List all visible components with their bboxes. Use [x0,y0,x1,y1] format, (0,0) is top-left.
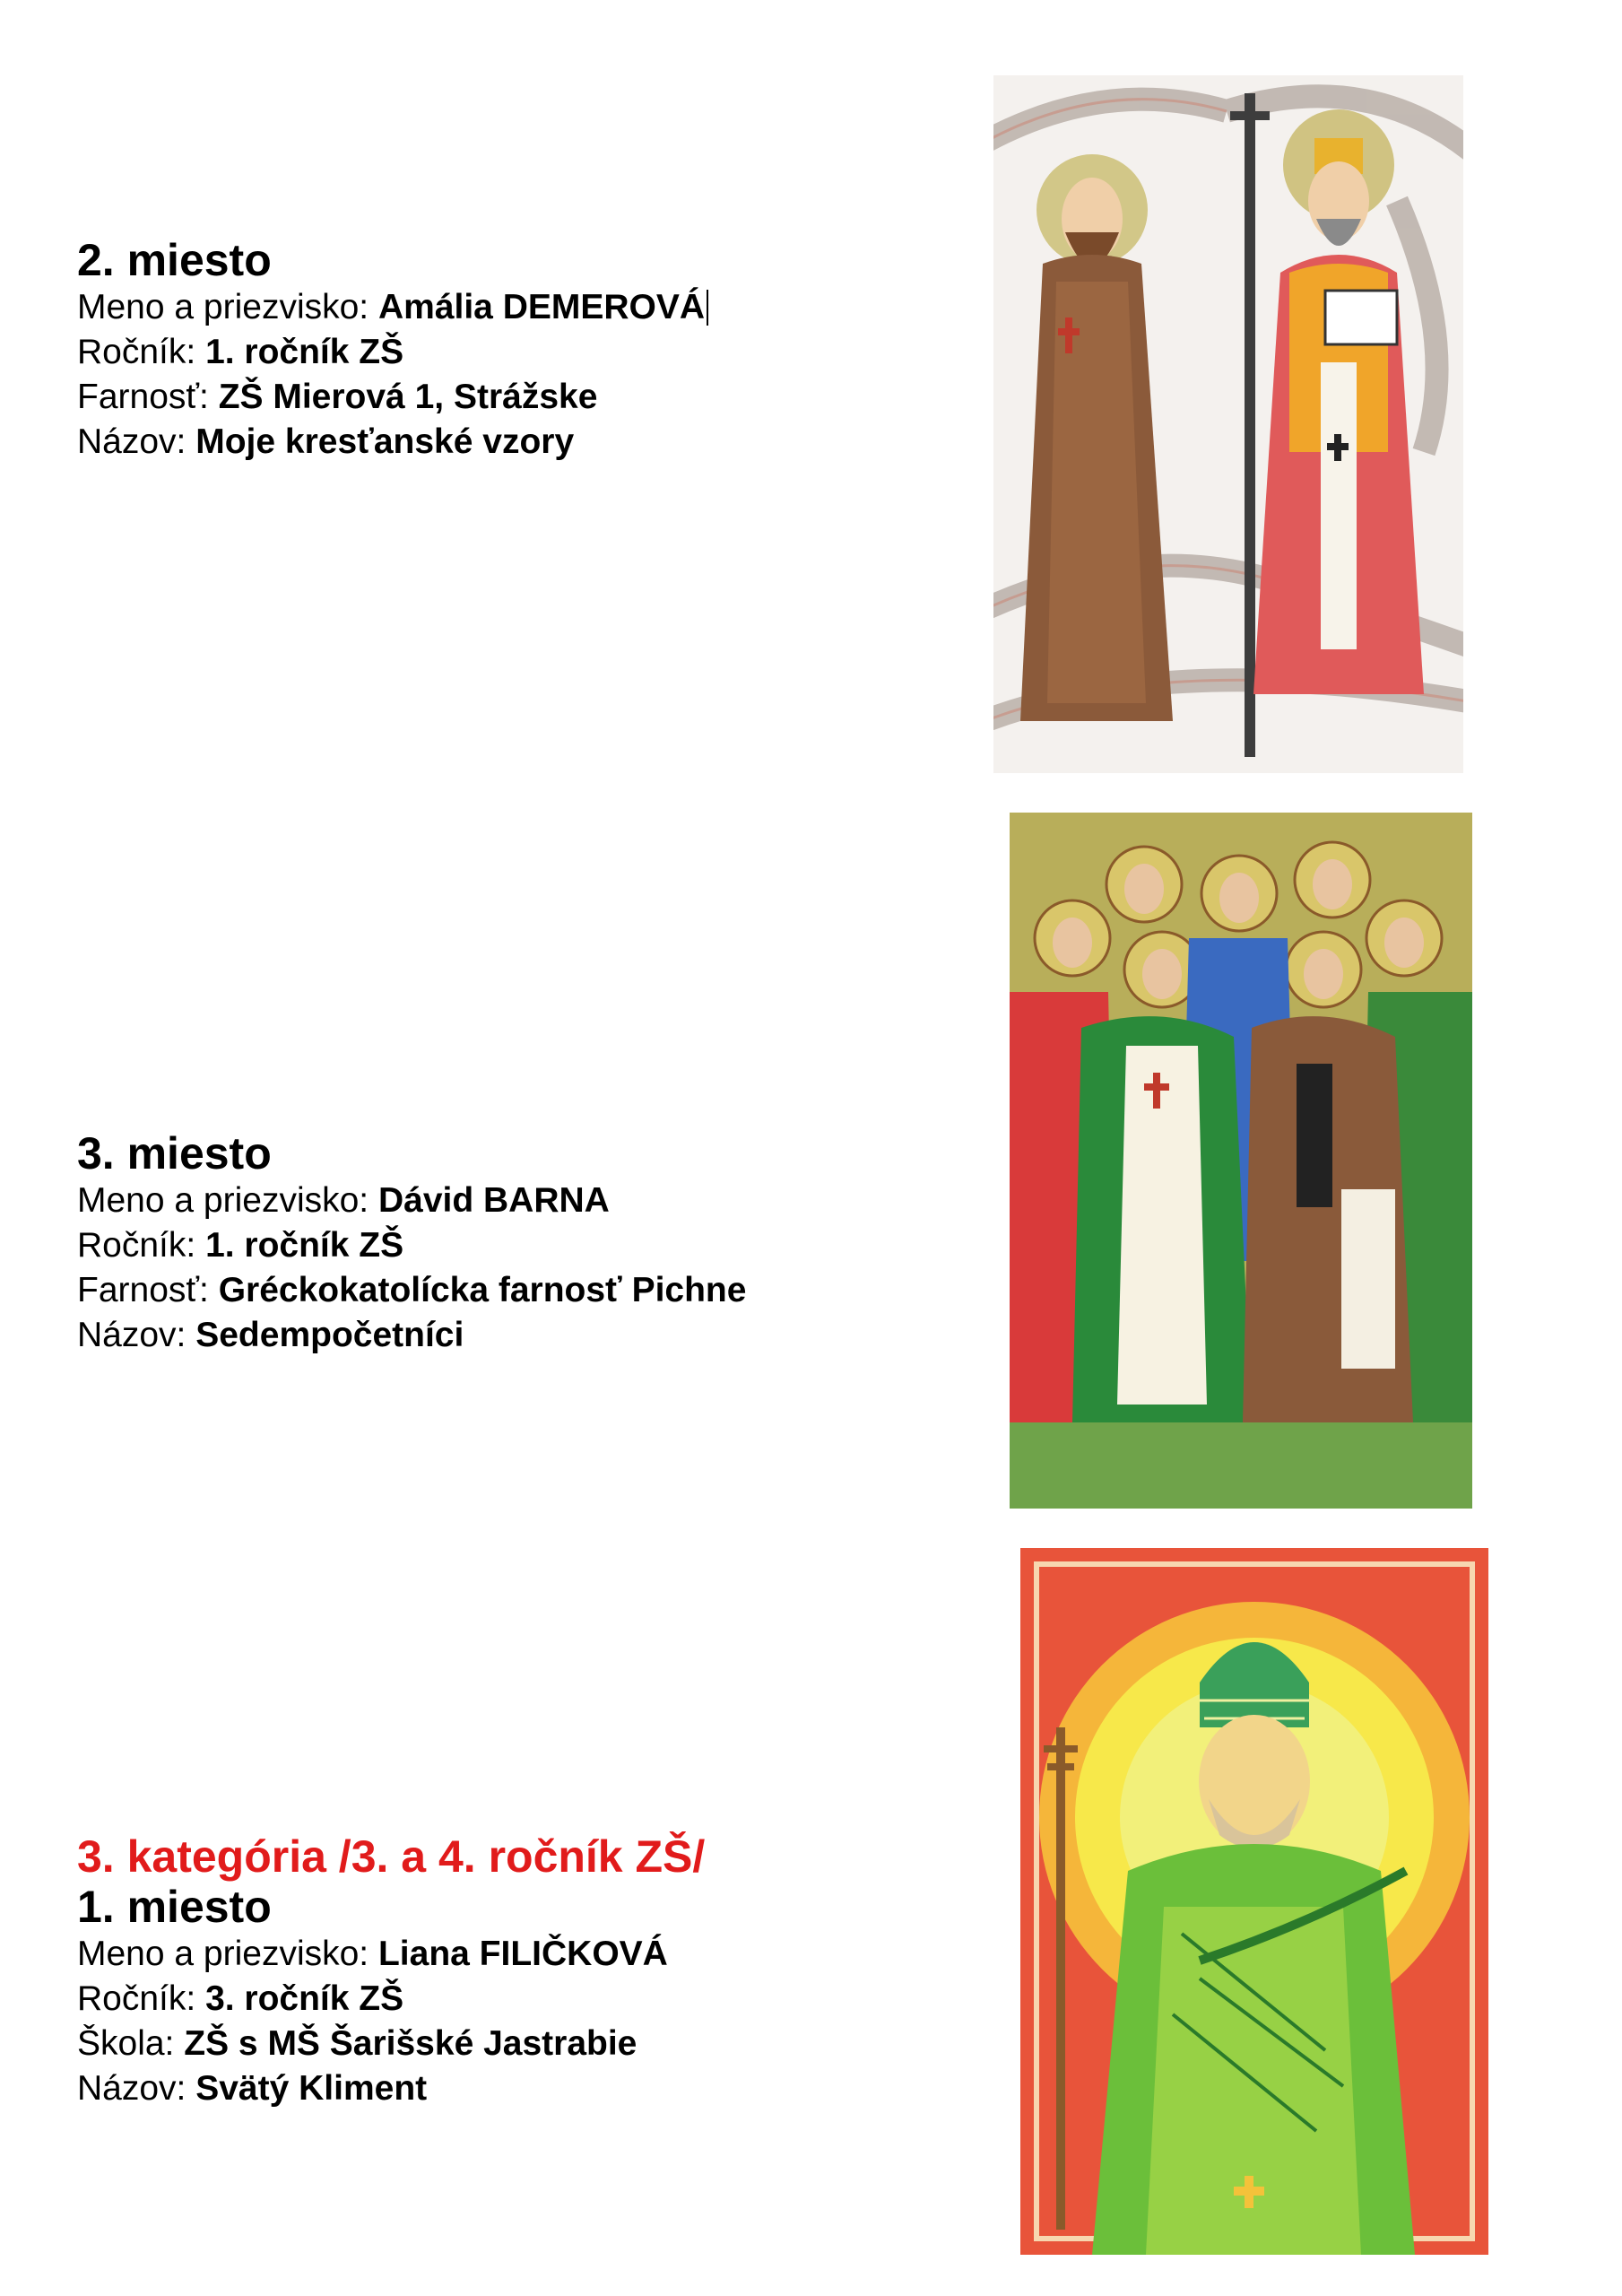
field-grade: Ročník: 1. ročník ZŠ [77,1226,404,1265]
field-title: Názov: Sedempočetníci [77,1316,464,1354]
entry-3rd-place [77,1128,746,1358]
artwork-seven-saints [1010,813,1472,1509]
field-name: Meno a priezvisko: Amália DEMEROVÁ [77,285,708,330]
place-heading: 1. miesto [77,1882,272,1932]
entry-2nd-place [77,235,708,465]
field-parish: Farnosť: ZŠ Mierová 1, Strážske [77,378,598,416]
field-title: Názov: Moje kresťanské vzory [77,422,575,461]
field-grade: Ročník: 3. ročník ZŠ [77,1979,404,2018]
place-heading: 2. miesto [77,235,272,285]
field-name: Meno a priezvisko: Dávid BARNA [77,1181,610,1220]
entry-category-3-1st-place [77,1831,705,2111]
field-grade: Ročník: 1. ročník ZŠ [77,333,404,371]
category-heading: 3. kategória /3. a 4. ročník ZŠ/ [77,1831,706,1882]
field-title: Názov: Svätý Kliment [77,2069,428,2108]
artwork-saint-clement [1020,1548,1488,2255]
field-school: Škola: ZŠ s MŠ Šarišské Jastrabie [77,2024,638,2063]
field-name: Meno a priezvisko: Liana FILIČKOVÁ [77,1935,668,1973]
field-parish: Farnosť: Gréckokatolícka farnosť Pichne [77,1271,747,1309]
text-cursor [707,290,708,326]
artwork-two-saints [993,75,1463,773]
place-heading: 3. miesto [77,1128,272,1178]
